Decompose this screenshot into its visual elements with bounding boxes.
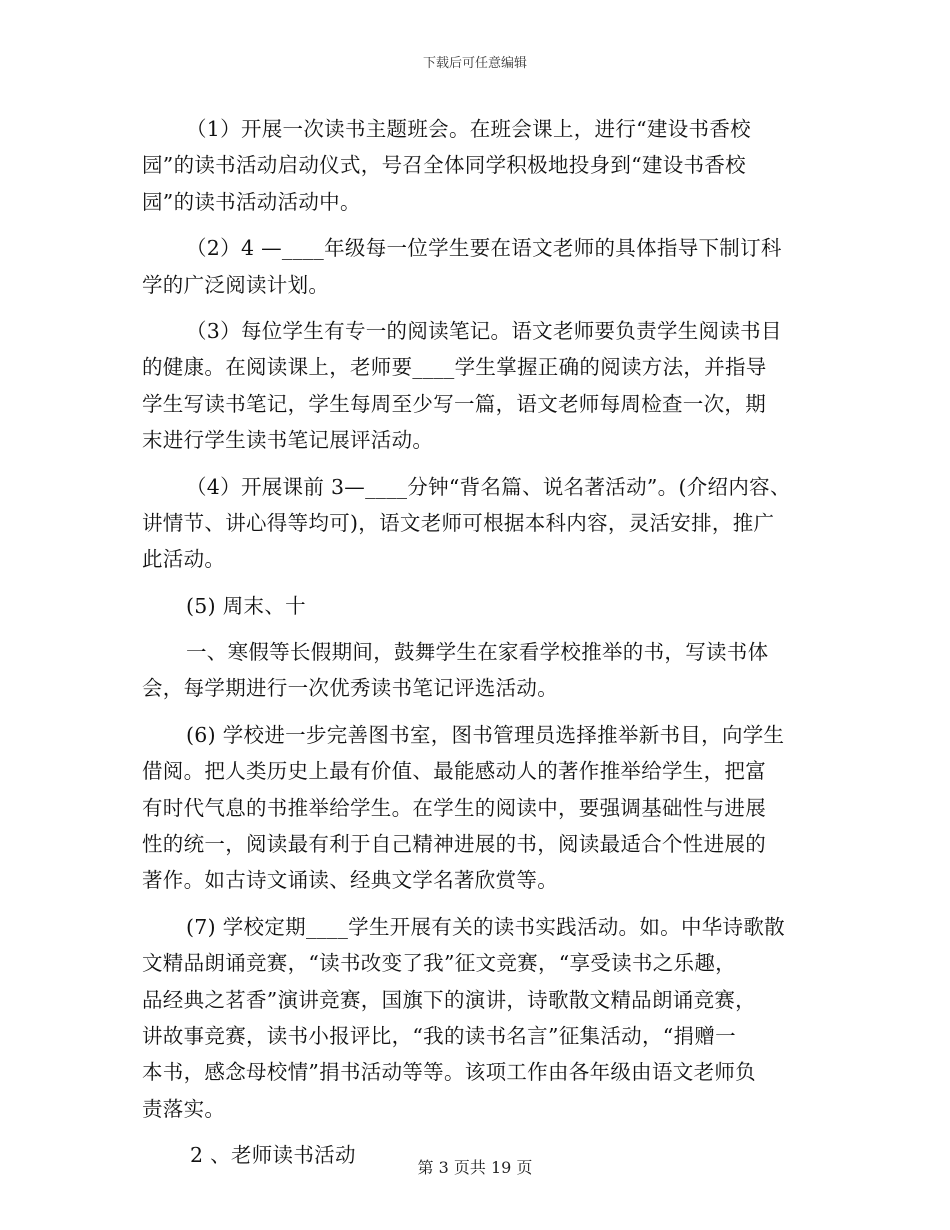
- paragraph-1-line-1: （1）开展一次读书主题班会。在班会课上，进行“建设书香校: [186, 117, 751, 141]
- paragraph-3-line-1: （3）每位学生有专一的阅读笔记。语文老师要负责学生阅读书目: [186, 318, 782, 343]
- paragraph-4-line-1: （4）开展课前 3—____分钟“背名篇、说名著活动”。(介绍内容、: [186, 474, 791, 499]
- paragraph-3-line-2: 的健康。在阅读课上，老师要____学生掌握正确的阅读方法，并指导: [142, 355, 767, 380]
- paragraph-7-line-1: (6) 学校进一步完善图书室，图书管理员选择推举新书目，向学生: [186, 722, 785, 747]
- paragraph-7-line-4: 性的统一，阅读最有利于自己精神进展的书，阅读最适合个性进展的: [142, 832, 766, 857]
- page-header: 下载后可任意编辑: [422, 56, 527, 71]
- paragraph-8-line-3: 品经典之茗香”演讲竞赛，国旗下的演讲，诗歌散文精品朗诵竞赛，: [142, 987, 756, 1012]
- paragraph-8-line-4: 讲故事竞赛，读书小报评比，“我的读书名言”征集活动，“捐赠一: [142, 1023, 736, 1048]
- paragraph-8-line-5: 本书，感念母校情”捐书活动等等。该项工作由各年级由语文老师负: [142, 1060, 756, 1085]
- paragraph-5-line-1: (5) 周末、十: [186, 593, 306, 618]
- paragraph-8-line-6: 责落实。: [142, 1096, 226, 1121]
- paragraph-4-line-3: 此活动。: [142, 547, 226, 572]
- document-body: [142, 111, 808, 1174]
- section-heading-teacher-reading: 2 、老师读书活动: [190, 1143, 356, 1168]
- paragraph-7-line-5: 著作。如古诗文诵读、经典文学名著欣赏等。: [142, 868, 558, 893]
- paragraph-6-line-1: 一、寒假等长假期间，鼓舞学生在家看学校推举的书，写读书体: [186, 640, 769, 665]
- paragraph-3-line-3: 学生写读书笔记，学生每周至少写一篇，语文老师每周检查一次，期: [142, 391, 766, 416]
- paragraph-3-line-4: 末进行学生读书笔记展评活动。: [142, 428, 434, 453]
- paragraph-1-line-3: 园”的读书活动活动中。: [142, 189, 361, 214]
- paragraph-6-line-2: 会，每学期进行一次优秀读书笔记评选活动。: [142, 676, 558, 701]
- paragraph-8-line-1: (7) 学校定期____学生开展有关的读书实践活动。如。中华诗歌散: [186, 914, 785, 939]
- paragraph-7-line-2: 借阅。把人类历史上最有价值、最能感动人的著作推举给学生，把富: [142, 759, 766, 784]
- paragraph-8-line-2: 文精品朗诵竞赛，“读书改变了我”征文竞赛，“享受读书之乐趣，: [142, 951, 736, 976]
- paragraph-2-line-2: 学的广泛阅读计划。: [142, 272, 330, 297]
- paragraph-7-line-3: 有时代气息的书推举给学生。在学生的阅读中，要强调基础性与进展: [142, 795, 766, 820]
- paragraph-1-line-2: 园”的读书活动启动仪式，号召全体同学积极地投身到“建设书香校: [142, 153, 746, 178]
- paragraph-2-line-1: （2）4 —____年级每一位学生要在语文老师的具体指导下制订科: [186, 236, 782, 261]
- paragraph-4-line-2: 讲情节、讲心得等均可)，语文老师可根据本科内容，灵活安排，推广: [142, 510, 775, 535]
- page-number-footer: 第 3 页共 19 页: [417, 1158, 533, 1177]
